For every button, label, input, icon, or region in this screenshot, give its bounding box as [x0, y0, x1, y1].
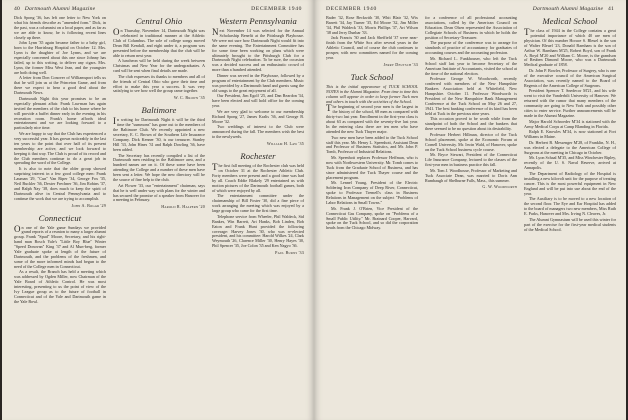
article-paragraph: Mr. Bryce Stewart, President of the Connecticut Life Insurance Company, lectured to the classes of the first-year men in business practice this fall. [425, 152, 517, 168]
article-paragraph: Art Flower '33, our "entertainment" chairman, says that he is well under way with plans for the winter and has secured the promise of a speaker from Hanover for a meeting in February. [113, 182, 205, 203]
author-signature: Harold R. Halpern '20 [161, 204, 205, 210]
article-paragraph: Major Harold Schroeder M'34 is stationed with the Army Medical Corps at Camp Blanding in Florida. [524, 118, 616, 129]
author-signature: Paul Burns '33 [275, 250, 304, 256]
article-paragraph: We are happy to say that the Club has experienced a very successful year. It has grown noticeably in the last ten years to the point that over half of its present membership are active, and we look forward to keeping it that way. The Club is proud of its record and the Club members continue to do a great job in spreading the word of the College. [14, 131, 106, 166]
left-issue-date: DECEMBER 1940 [251, 6, 302, 12]
article-paragraph: Dr. Herbert B. Messenger M'28, of Franklin, N. H., was elected a delegate to the American College of Surgeons at the meeting in Chicago in October. [524, 139, 616, 155]
left-page [2, 0, 314, 420]
left-page-number: 40 [14, 6, 20, 12]
article-paragraph: Professor Herbert Hillman, director of the Tuck School placement, spoke at the Economic Forum at Cornell University. Mr. Irwin Wald, of Hanover, spoke on the Tuck School business cycle course. [425, 131, 517, 152]
article-paragraph: It is also to note that the older group showed surprising interest in a few good college men: Frank Lauman '29, "Cun" Van Riper '34, George Fox '35, Neil Buckler '36, Dexter Frechner '36, Jim Robins '37, and Ralph Nay '38, does much to keep the spirit of Dartmouth alive in Central Pennsylvania and to continue the work that we are trying to accomplish. [14, 166, 106, 201]
article-paragraph: The Department of Radiology of the Hospital is installing a new kilovolt unit for the purpose of treating cancer. This is the most powerful equipment in New England and will be put into use about the end of the year. [524, 170, 616, 196]
article-paragraph: The Auxiliary is to be moved to a new location of the second floor. The Eye and Ear Hospital has added to the board of managers two new members, Miss Ruth E. Parks, Hanover and Mrs. Irving N. Cleaves, Jr. [524, 196, 616, 216]
article-paragraph: Dinner was served in the Playhouse, followed by a program of entertainment by the Club members. Music was provided by a Dartmouth band and guests sang the old songs to the great enjoyment of all. [212, 72, 304, 93]
right-magazine-title: Dartmouth Alumni Magazine [532, 6, 604, 12]
article-paragraph: Ralph E. Knowles M'34, is now stationed at Fort Williams in Maine. [524, 129, 616, 140]
section-heading-tuck-school: Tuck School [350, 71, 394, 82]
article-paragraph: This occasion proved to be worth while from the standpoint of both the School and the bankers that there seemed to be no question about its desirability. [425, 116, 517, 132]
article-paragraph: The club expresses its thanks to members and all of the friends of Central Ohio who gave their time and effort to make this year a success. It was very satisfying to see how well the group came together. [113, 73, 205, 94]
article-paragraph: Next November 14 was selected for the Annual Scholarship Benefit at the Pittsburgh Playhouse. We were not sure how Dartmouth Night would fit into the same evening. The Entertainment Committee has for some time been working on plans which were ultimately brought to the Pittsburgh Club for a Dartmouth Night celebration. To be sure, the occasion was a decided success and an enthusiastic crowd of more than a hundred attended. [212, 27, 304, 73]
right-columns [326, 16, 616, 416]
article-paragraph: The first fall meeting of the Rochester club was held on October 31 at the Rochester Athletic Club. Forty members were present and a good time was had by all. Coach Eddie Blakely '29 entertained us with motion pictures of the Dartmouth football games, both of which were enjoyed by all. [212, 162, 304, 193]
right-running-head [326, 4, 614, 14]
article-paragraph: Mr. Lyon Schaal M'35, and Miss Winchester Ripley, recently of the U. S. Naval Reserve, arrived at Annapolis. [524, 155, 616, 171]
tuck-intro-note: This is the initial appearance of TUCK SCHOOL NOTES in the Alumni Magazine. From time to time this column will appear in order to keep former Tuck men and others in touch with the activities of the School. [326, 83, 418, 104]
left-running-head [14, 4, 302, 14]
left-columns [14, 16, 304, 416]
section-heading-baltimore: Baltimore [141, 105, 177, 116]
article-paragraph: Two weddings of interest to the Club were announced during the fall. The members wish the best to the newlyweds. [212, 124, 304, 140]
left-column-2 [113, 16, 205, 416]
article-paragraph: Mr. Speenhott replaces Professor Heffman, who is now with Northwestern University. Mr. Tomb comes to Tuck from the Graduate School of Business, and has since administered the Tuck Thayer course and the placement program. [326, 155, 418, 180]
author-signature: W. C. Brown '35 [173, 95, 205, 101]
article-paragraph: The Secretary has recently compiled a list of the Dartmouth men residing in the Baltimore area, and a hundred names are on it. Of these some have been attending the College and a number of these men have been sent a letter. We hope the new directory will be the source of fine help to the club. [113, 152, 205, 183]
article-paragraph: The class of 1944 in the College contains a great potential importance of which 40 are men of physician. Of this number Horace S. Bleuel is the son of Walter Bleuel '23, Donald Barnham is the son of Arthur W. Barnham M'25, Robert Boyd, son of Frank A. Boyd M'20 and William C. Moore, is the grandson of Reuben Dimond Moore, who was a Dartmouth Medical graduate of 1858. [524, 27, 616, 68]
section-heading-medical-school: Medical School [542, 16, 598, 26]
right-column-3 [524, 16, 616, 416]
article-paragraph: Jack Francis '30 and Jack Sheffield '37 were near-finish from the White Sox after several years in the Athletic Council, and of course the club continues to prosper, with new committees named for the coming year. [326, 35, 418, 61]
left-column-1 [14, 16, 106, 416]
article-paragraph: The entertainment committee under the chairmanship of Bill Foster '30, did a fine piece of work arranging the meeting which was enjoyed by a large group who came for the first time. [212, 193, 304, 214]
article-paragraph: Bader '32, Rose Beckwith '30, Whit Blair '32, Wix Barrett '34, Jay Turner '35, Ed Moore '32, Jim Miller '34, Phil Waldeck '33, Morris Phillips '37, Art Wilson '38 and Jerry Dunbar '33. [326, 16, 418, 35]
article-paragraph: The Alumni Gymnasium will be used this winter for part of the exercise for the first-year medical students of the Medical School. [524, 216, 616, 232]
article-paragraph: On one of the Yale game Sundays we provided grand reports of a reunion to many a larger alumni group. Frank "Spud" Moore, Secretary, and his right-hand man Bosch Yale's "Little Boy Blue" Winter "Speed Donovan" King '37 and Al Mun-berg, former Yale graduate spoke at length of the future of Dartmouth, and the problems of the freshmen, and some of the more informed minds had begun to the need of the College men in Connecticut. [14, 223, 106, 269]
left-column-3 [212, 16, 304, 416]
article-paragraph: Mr. Tom J. Woodhouse, Professor of Marketing and Tuck Associate Dean, was married to Doris Ann Rumbaugh of Shelburne Falls, Mass., this summer. [425, 167, 517, 183]
article-paragraph: A letter from Don Conover of Williamsport tells us that he will join us at the Princeton Game, and from there we expect to hear a good deal about the Dartmouth News. [14, 75, 106, 96]
right-column-2 [425, 16, 517, 416]
author-signature: William H. Law '35 [266, 141, 304, 147]
article-paragraph: Dartmouth Night this year promises to be an especially pleasant affair. Frank Lau-man has again invited the members of the club to his home where he will provide a buffet dinner early in the evening in his recreation room. Frank's home affords ideal entertainment and we are looking forward to a particularly nice time. [14, 95, 106, 131]
article-paragraph: Dick Spong '36, has left one letter to New York on what his friends describe as "amended form." Dick, in the past, was a columnist on a local paper, and as far as we are able to know, he is following recent lines closely up there. [14, 16, 106, 40]
author-signature: John A. Bogar '29 [71, 202, 106, 208]
section-heading-rochester: Rochester [240, 151, 276, 162]
article-paragraph: Mr. Frank J. O'Brien, Vice President of the Connecticut Gas Company, spoke on "Problems of a Small Public Utility." Mr. Brainard Cooper, Harvard, spoke on the Tuck School, and so did the corporation heads from the Chicago Midway. [326, 205, 418, 231]
article-paragraph: John Lynn '35 again became father to a baby girl, born to the Harrisburg Hospital on October 12. Mrs. Lynn is the daughter of Joe Lynns, and we are especially concerned about this one since Johnny has failed, up to this writing, to deliver any cigars. Mrs. Lynn, the former Miss West Jean, and the youngster are both doing well. [14, 40, 106, 75]
article-paragraph: President Spencer T. Snedecor M'21, and his wife went to visit the Vanderbilt University of Hanover. We returned with the rumor that many members of the community are going to New York and possibly other cities to enter service. Further announcements will be made in the Alumni Magazine. [524, 88, 616, 118]
article-paragraph: Two new men have been added to the Tuck School staff this year. Mr. Henry L. Speenhott, Assistant Dean and Professor of Business Statistics, and Mr. John P. Tomb, Professor of Industrial Relations. [326, 134, 418, 155]
article-paragraph: Mr. Richard L. Funkhouser, who left the Tuck School staff last year to become Secretary of the American Institute of Accountants, visited the school at the time of the national election. [425, 55, 517, 76]
right-issue-date: DECEMBER 1940 [326, 6, 377, 12]
section-heading-western-pennsylvania: Western Pennsylvania [219, 16, 297, 26]
article-paragraph: Telephone service from Wheeler, Phil Waldeck, Sid Bankes, Win Barrett, Art Hanks, Bob Linden, Bob Eaton and Frank Hunt provided the following coverage: Harvey Jones '30, who was re-elected president, and his committee: Harold Wilkes '24, Clark Weymouth '26, Clarence Miller '30, Henry Hayes '30, Phil Spencer '35, Joe Colon '35 and Ken Nagyo '36. [212, 213, 304, 249]
right-page [314, 0, 626, 420]
article-paragraph: for a conference of all professional accounting associations, called by the American Council on Education. Dean Olsen represented the Association of Collegiate Schools of Business in which he holds the position of Secretary-Treasurer. [425, 16, 517, 40]
article-paragraph: On Thursday, November 14, Dartmouth Night was celebrated in traditional manner at the Athletic Club of Columbus. The sole of college songs moved Dean Bill Kendall, and eight under it, a program was presented before the membership that the club will be able to return next year. [113, 27, 205, 58]
article-paragraph: In writing for Dartmouth Night it will be the third time the "summons" has gone out to the members of the Baltimore Club. We recently appointed a new secretary, E. C. Brown of the Southern Life Insurance Company. Dick Kenner '30, is our treasurer. Stanley Hill '33, John Hines '31 and Ralph Dowling '36, have been added. [113, 116, 205, 152]
article-paragraph: A luncheon will be held during the week between Christmas and New Year for the undergraduates. A card will be sent when final details are made. [113, 58, 205, 74]
left-magazine-title: Dartmouth Alumni Magazine [24, 6, 96, 12]
article-paragraph: Dr. John P. Bowler, Professor of Surgery, who is one of the executive council of the American Surgical Association, was recently named to the Board of Regents of the American College of Surgeons. [524, 68, 616, 88]
magazine-spread [2, 0, 626, 420]
article-paragraph: Our President, Jim Egolf '25, and Dan Reardon '34, have been elected and will hold office for the coming year. [212, 93, 304, 109]
article-paragraph: As a result, the Branch has held a meeting which was addressed by Ogden Miller, now Chairman of the Yale Board of Athletic Control. He was most interesting, presenting to us the point of view of the Ivy League group as to the future of football in Connecticut and of the Yale and Dartmouth game in the Yale Bowl. [14, 269, 106, 304]
section-heading-central-ohio: Central Ohio [135, 16, 183, 26]
article-paragraph: Mr. Lennel Young, President of the Electric Soldering Iron Company of Deep River, Connecticut, spoke to Professor Tremell's class in Business Relations in Management on the subject "Problems of Labor Relations in Small Towns." [326, 180, 418, 205]
article-paragraph: The purpose of the conference was to arrange for standards of practice of accountancy for graduates of accounting courses and the accounting profession. [425, 40, 517, 56]
article-paragraph: The beginning of second year men is the largest in the history of the school, 68 men as compared with thirty-two last year. Enrollment in the first-year class is about 63 as compared with the seventy-five last year. In the entering class there are ten men who have attended the new Tuck Thayer major. [326, 103, 418, 134]
section-heading-connecticut: Connecticut [38, 212, 82, 223]
article-paragraph: We are very glad to welcome to our membership Richard Spong '27, James Kralis '36, and George B. Moore '32. [212, 108, 304, 124]
right-column-1 [326, 16, 418, 416]
author-signature: G. W. Woodworth [482, 184, 517, 190]
article-paragraph: Professor George W. Woodworth, recently conferred with members of the New Hampshire Bankers Association held at Whitefield, New Hampshire. October 11. Professor Woodworth is President of the New Hampshire Bank Management Conference at the Tuck School on May 26 and 27, 1941. The best banking conference of its kind has been held at Tuck in the previous nine years. [425, 76, 517, 116]
author-signature: Jerry Deutsch '33 [383, 61, 418, 67]
right-page-number: 41 [608, 6, 614, 12]
